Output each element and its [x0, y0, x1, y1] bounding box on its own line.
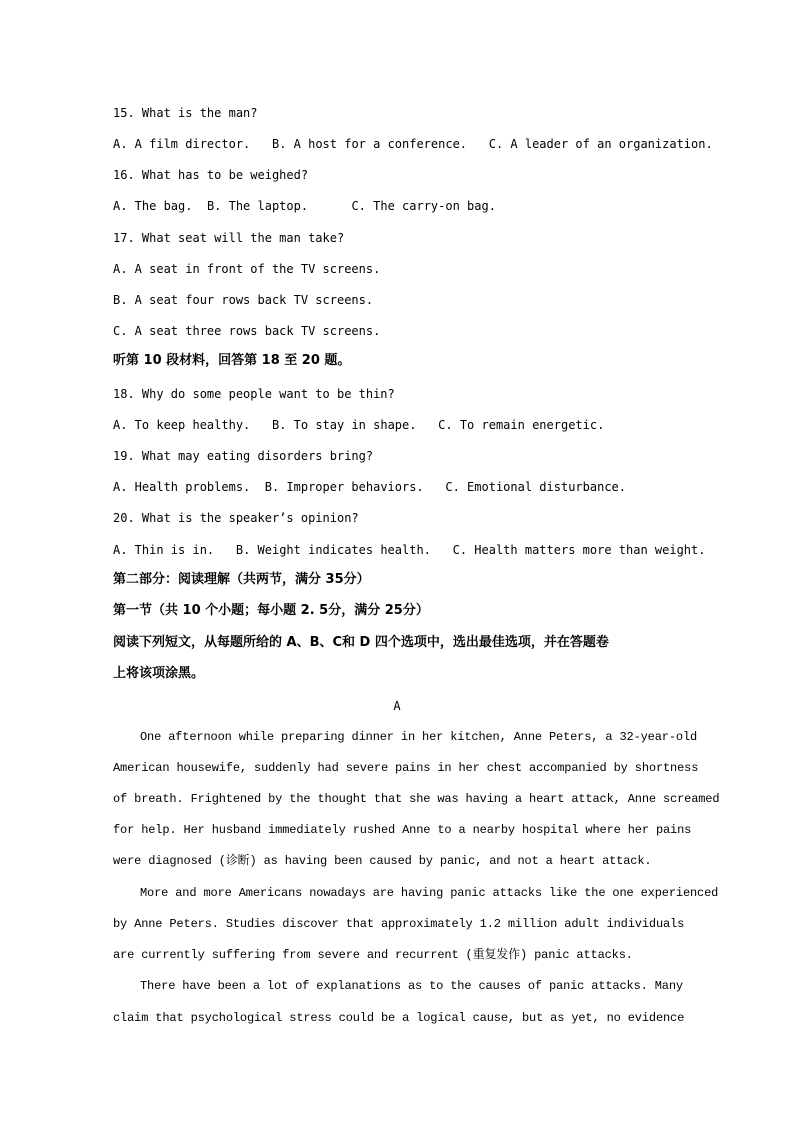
part-2-heading: 第二部分：阅读理解（共两节，满分 35分） — [113, 572, 370, 587]
passage-line-2: American housewife, suddenly had severe pains in her chest accompanied by shortness — [113, 761, 699, 775]
passage-line-8: are currently suffering from severe and recurrent (重复发作) panic attacks. — [113, 948, 633, 962]
passage-line-9: There have been a lot of explanations as to the causes of panic attacks. Many — [140, 979, 683, 993]
question-17-option-b: B. A seat four rows back TV screens. — [113, 293, 374, 307]
question-15-option-c: C. A leader of an organization. — [488, 137, 713, 151]
question-16-option-a: A. The bag. — [113, 199, 193, 213]
question-20-option-c: C. Health matters more than weight. — [452, 543, 706, 557]
question-16-stem: 16. What has to be weighed? — [113, 168, 309, 182]
section-1-heading: 第一节（共 10 个小题；每小题 2. 5分，满分 25分） — [113, 603, 429, 618]
question-20-stem: 20. What is the speaker’s opinion? — [113, 511, 359, 525]
question-20-options — [113, 542, 706, 558]
passage-line-3: of breath. Frightened by the thought that she was having a heart attack, Anne screamed — [113, 792, 720, 806]
question-18-option-c: C. To remain energetic. — [438, 418, 605, 432]
question-18-option-b: B. To stay in shape. — [271, 418, 417, 432]
passage-line-6: More and more Americans nowadays are having panic attacks like the one experienced — [140, 886, 719, 900]
question-19-option-c: C. Emotional disturbance. — [445, 480, 626, 494]
question-20-option-b: B. Weight indicates health. — [235, 543, 431, 557]
instruction-line-1: 阅读下列短文，从每题所给的 A、B、C和 D 四个选项中，选出最佳选项，并在答题卷 — [113, 635, 609, 650]
question-19-option-b: B. Improper behaviors. — [264, 480, 424, 494]
question-16-option-b: B. The laptop. — [206, 199, 309, 213]
question-19-stem: 19. What may eating disorders bring? — [113, 449, 374, 463]
question-15-options — [113, 136, 713, 152]
passage-label: A — [393, 699, 401, 713]
passage-line-7: by Anne Peters. Studies discover that approximately 1.2 million adult individuals — [113, 917, 685, 931]
passage-line-1: One afternoon while preparing dinner in her kitchen, Anne Peters, a 32-year-old — [140, 730, 698, 744]
passage-line-10: claim that psychological stress could be a logical cause, but as yet, no evidence — [113, 1011, 685, 1025]
question-17-stem: 17. What seat will the man take? — [113, 231, 345, 245]
question-18-stem: 18. Why do some people want to be thin? — [113, 387, 395, 401]
question-18-option-a: A. To keep healthy. — [113, 418, 251, 432]
instruction-line-2: 上将该项涂黑。 — [113, 666, 205, 681]
question-15-option-a: A. A film director. — [113, 137, 251, 151]
question-16-options — [113, 198, 681, 214]
question-20-option-a: A. Thin is in. — [113, 543, 215, 557]
question-18-options — [113, 417, 681, 433]
question-19-options — [113, 479, 681, 495]
passage-line-4: for help. Her husband immediately rushed Anne to a nearby hospital where her pains — [113, 823, 692, 837]
question-17-option-c: C. A seat three rows back TV screens. — [113, 324, 381, 338]
question-16-option-c: C. The carry-on bag. — [351, 199, 496, 213]
passage-line-5: were diagnosed (诊断) as having been caused by panic, and not a heart attack. — [113, 854, 652, 868]
question-15-stem: 15. What is the man? — [113, 106, 258, 120]
section-10-heading: 听第 10 段材料，回答第 18 至 20 题。 — [113, 353, 351, 368]
question-19-option-a: A. Health problems. — [113, 480, 251, 494]
question-15-option-b: B. A host for a conference. — [271, 137, 468, 151]
question-17-option-a: A. A seat in front of the TV screens. — [113, 262, 381, 276]
